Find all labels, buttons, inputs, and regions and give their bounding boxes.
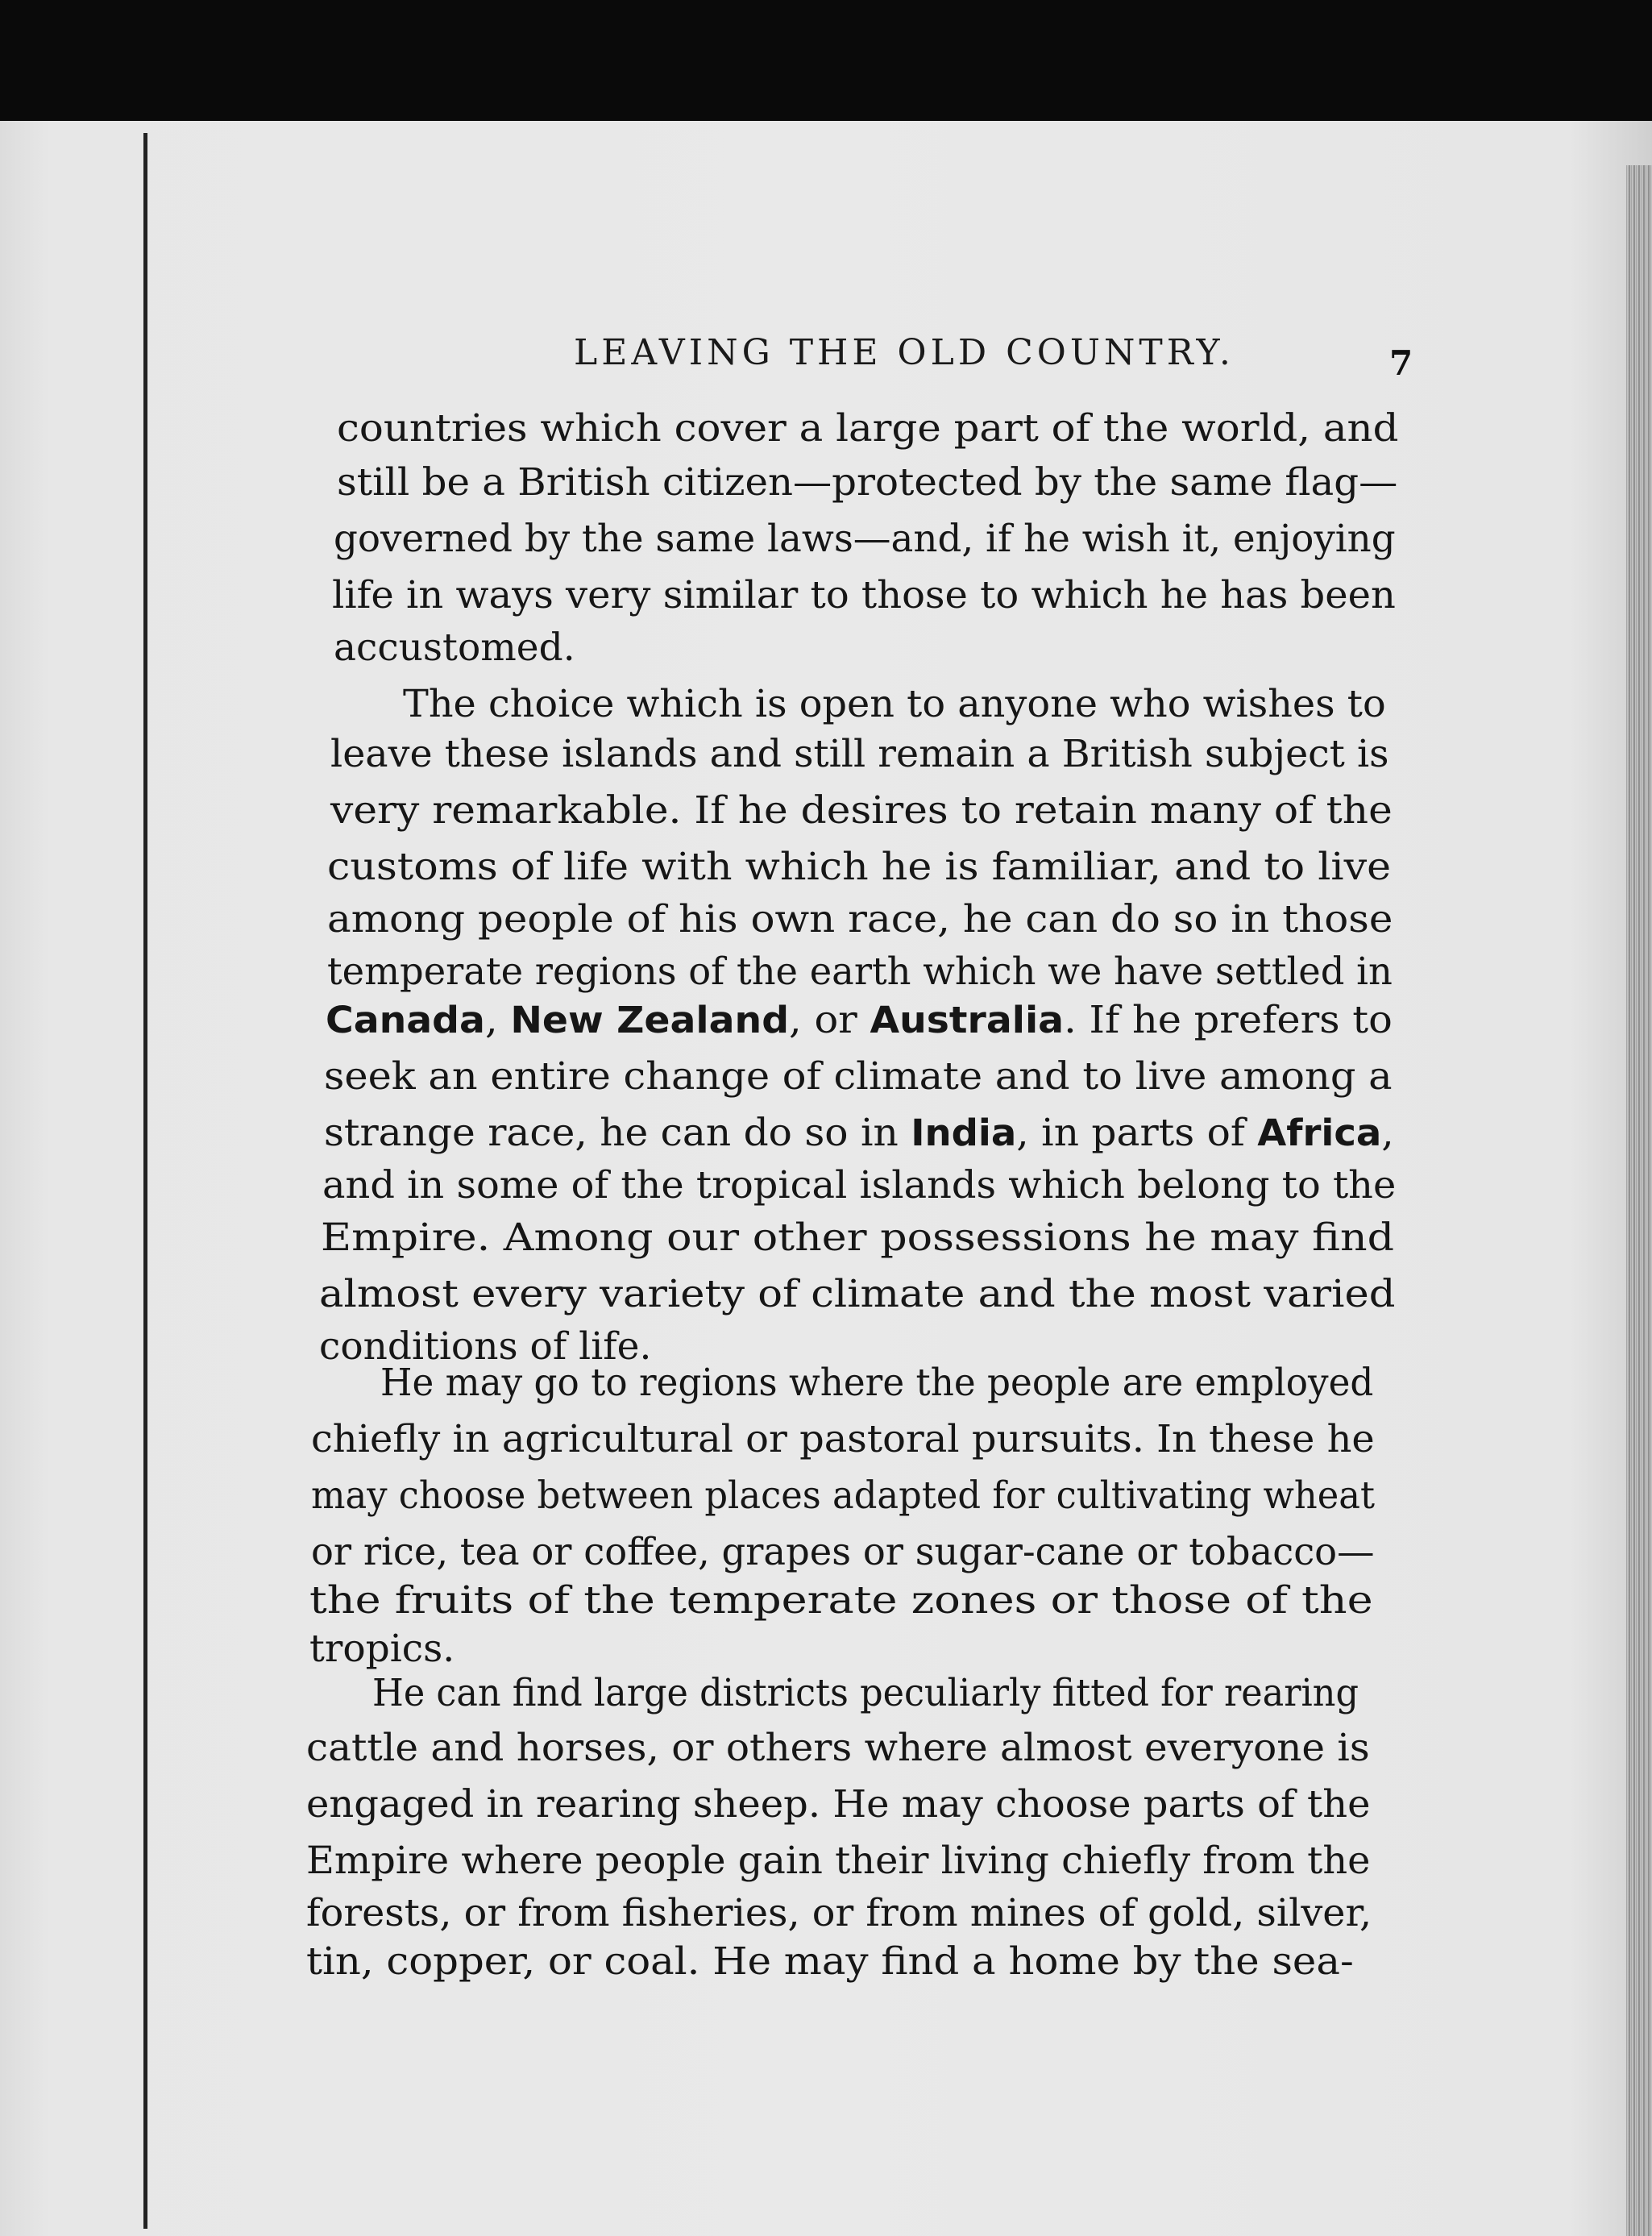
text-line bbox=[334, 517, 1396, 561]
text-run: chiefly in agricultural or pastoral pursuits. In these he bbox=[311, 1417, 1375, 1461]
text-line bbox=[327, 897, 1393, 941]
text-run: engaged in rearing sheep. He may choose parts of the bbox=[306, 1782, 1371, 1827]
text-line bbox=[327, 845, 1392, 889]
text-run: customs of life with which he is familiar, and to live bbox=[327, 845, 1392, 889]
text-run: strange race, he can do so in bbox=[324, 1111, 911, 1155]
text-line bbox=[311, 1473, 1375, 1518]
text-line bbox=[327, 950, 1393, 994]
text-line bbox=[306, 1782, 1371, 1827]
page-gutter bbox=[143, 133, 147, 2229]
page-number: 7 bbox=[1389, 343, 1413, 383]
text-line bbox=[330, 788, 1393, 833]
text-line bbox=[337, 406, 1399, 451]
page-edges bbox=[1626, 165, 1652, 2236]
text-run: , bbox=[484, 998, 511, 1042]
text-line bbox=[324, 1054, 1393, 1099]
text-run: the fruits of the temperate zones or those of the bbox=[309, 1578, 1373, 1623]
place-name-bold: Australia bbox=[870, 999, 1065, 1041]
text-run: tropics. bbox=[309, 1627, 455, 1671]
text-run: The choice which is open to anyone who wishes to bbox=[403, 682, 1386, 726]
text-line bbox=[332, 573, 1396, 617]
text-line bbox=[403, 682, 1386, 726]
text-line bbox=[337, 460, 1398, 505]
text-run: , in parts of bbox=[1016, 1111, 1258, 1155]
running-title: LEAVING THE OLD COUNTRY. bbox=[574, 332, 1235, 373]
text-line bbox=[319, 1324, 652, 1369]
text-run: cattle and horses, or others where almost everyone is bbox=[306, 1726, 1370, 1770]
text-run: Empire where people gain their living chiefly from the bbox=[306, 1839, 1371, 1883]
text-run: conditions of life. bbox=[319, 1324, 652, 1369]
text-run: governed by the same laws—and, if he wish it, enjoying bbox=[334, 517, 1396, 561]
text-run: leave these islands and still remain a British subject is bbox=[330, 732, 1389, 776]
text-run: temperate regions of the earth which we have settled in bbox=[327, 950, 1393, 994]
text-run: life in ways very similar to those to which he has been bbox=[332, 573, 1396, 617]
text-run: countries which cover a large part of the world, and bbox=[337, 406, 1399, 451]
text-line bbox=[326, 998, 1393, 1042]
text-run: He may go to regions where the people are employed bbox=[380, 1361, 1374, 1405]
text-run: He can find large districts peculiarly fitted for rearing bbox=[372, 1671, 1359, 1715]
text-line bbox=[330, 732, 1389, 776]
text-line bbox=[306, 1726, 1370, 1770]
place-name-bold: Africa bbox=[1257, 1112, 1382, 1154]
text-line bbox=[372, 1671, 1359, 1715]
text-run: Empire. Among our other possessions he may find bbox=[321, 1216, 1395, 1260]
text-run: very remarkable. If he desires to retain many of the bbox=[330, 788, 1393, 833]
text-run: almost every variety of climate and the most varied bbox=[319, 1272, 1396, 1316]
text-line bbox=[334, 625, 575, 670]
text-run: , bbox=[1381, 1111, 1394, 1155]
text-run: or rice, tea or coffee, grapes or sugar-cane or tobacco— bbox=[311, 1530, 1375, 1574]
place-name-bold: New Zealand bbox=[510, 999, 790, 1041]
text-line bbox=[380, 1361, 1374, 1405]
text-line bbox=[311, 1417, 1375, 1461]
place-name-bold: India bbox=[911, 1112, 1017, 1154]
text-line bbox=[309, 1627, 455, 1671]
text-line bbox=[306, 1891, 1372, 1935]
text-run: and in some of the tropical islands which belong to the bbox=[322, 1163, 1397, 1207]
text-run: still be a British citizen—protected by the same flag— bbox=[337, 460, 1398, 505]
text-line bbox=[306, 1939, 1354, 1984]
text-line bbox=[306, 1839, 1371, 1883]
text-run: . If he prefers to bbox=[1064, 998, 1393, 1042]
text-line bbox=[322, 1163, 1397, 1207]
place-name-bold: Canada bbox=[326, 999, 485, 1041]
text-run: among people of his own race, he can do so in those bbox=[327, 897, 1393, 941]
text-line bbox=[309, 1578, 1373, 1623]
text-run: , or bbox=[789, 998, 870, 1042]
text-line bbox=[321, 1216, 1395, 1260]
text-line bbox=[324, 1111, 1394, 1155]
text-line bbox=[319, 1272, 1396, 1316]
text-run: may choose between places adapted for cultivating wheat bbox=[311, 1473, 1375, 1518]
text-run: forests, or from fisheries, or from mines of gold, silver, bbox=[306, 1891, 1372, 1935]
text-run: seek an entire change of climate and to live among a bbox=[324, 1054, 1393, 1099]
text-run: accustomed. bbox=[334, 625, 575, 670]
text-run: tin, copper, or coal. He may find a home by the sea- bbox=[306, 1939, 1354, 1984]
text-line bbox=[311, 1530, 1375, 1574]
